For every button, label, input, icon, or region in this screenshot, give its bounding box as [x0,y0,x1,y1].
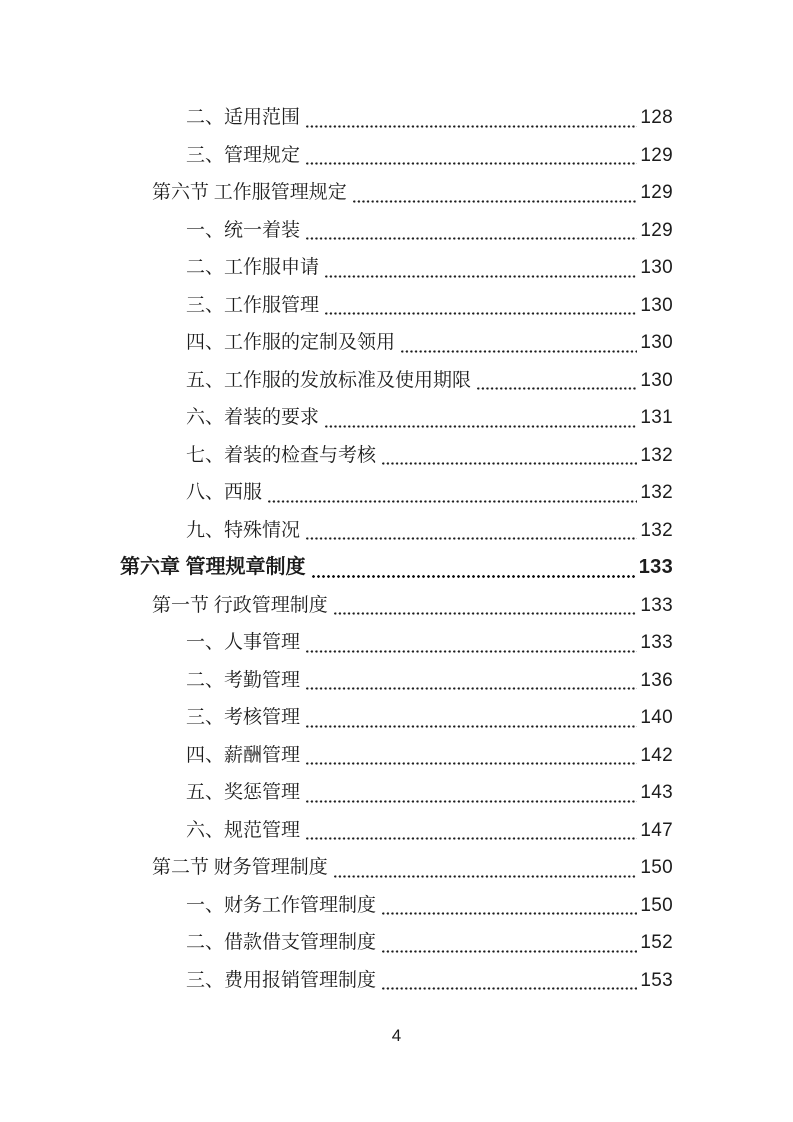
toc-entry[interactable] [120,549,673,587]
toc-leader-dots [382,462,637,465]
toc-entry[interactable] [120,587,673,625]
toc-entry-page: 129 [640,219,673,241]
toc-entry-page: 128 [640,107,673,128]
toc-entry-page: 133 [640,594,673,616]
toc-entry-page: 130 [640,294,673,316]
toc-entry-label: 三、考核管理 [186,707,301,728]
toc-entry[interactable] [120,362,673,400]
toc-entry-label: 第六章 管理规章制度 [120,556,306,578]
toc-entry-label: 一、人事管理 [186,632,301,653]
toc-entry-page: 130 [640,332,673,353]
toc-entry-page: 129 [640,144,673,166]
toc-entry-page: 130 [640,257,673,278]
toc-leader-dots [382,950,637,953]
toc-leader-dots [325,312,637,315]
toc-entry[interactable] [120,474,673,512]
toc-entry-page: 136 [640,669,673,691]
toc-entry-page: 133 [640,632,673,653]
toc-entry-label: 第一节 行政管理制度 [152,594,328,616]
toc-entry-page: 129 [640,182,673,203]
toc-entry-label: 第二节 财务管理制度 [152,857,328,878]
toc-entry-label: 八、西服 [186,482,263,503]
toc-entry[interactable] [120,137,673,175]
toc-entry[interactable] [120,437,673,475]
toc-entry[interactable] [120,849,673,887]
toc-leader-dots [306,800,637,803]
toc-leader-dots [401,350,637,353]
toc-entry-page: 143 [640,782,673,803]
toc-entry-page: 150 [640,894,673,916]
toc-entry-label: 四、薪酬管理 [186,744,301,766]
toc-entry[interactable] [120,774,673,812]
toc-entry-page: 142 [640,744,673,766]
toc-leader-dots [382,987,637,990]
toc-entry-label: 五、工作服的发放标准及使用期限 [186,369,472,391]
toc-entry[interactable] [120,962,673,1000]
toc-leader-dots [306,237,637,240]
toc-leader-dots [325,275,637,278]
toc-entry-label: 七、着装的检查与考核 [186,444,377,466]
toc-leader-dots [306,837,637,840]
toc-entry-label: 三、工作服管理 [186,294,320,316]
toc-entry-label: 三、费用报销管理制度 [186,969,377,991]
toc-entry[interactable] [120,399,673,437]
toc-leader-dots [306,650,637,653]
toc-entry[interactable] [120,287,673,325]
toc-entry-label: 六、规范管理 [186,819,301,841]
toc-entry-page: 131 [640,407,673,428]
toc-entry[interactable] [120,624,673,662]
toc-entry-page: 133 [638,556,673,578]
toc-leader-dots [306,762,637,765]
toc-entry[interactable] [120,924,673,962]
toc-entry-label: 二、考勤管理 [186,669,301,691]
toc-entry[interactable] [120,699,673,737]
toc-entry-page: 132 [640,482,673,503]
table-of-contents [120,99,673,999]
toc-leader-dots [382,912,637,915]
toc-entry[interactable] [120,99,673,137]
toc-entry-label: 一、财务工作管理制度 [186,894,377,916]
toc-entry-page: 132 [640,519,673,541]
toc-entry-page: 147 [640,819,673,841]
toc-entry-page: 130 [640,369,673,391]
footer-page-number: 4 [391,1026,402,1045]
toc-entry-label: 四、工作服的定制及领用 [186,332,396,353]
toc-entry-label: 二、适用范围 [186,107,301,128]
toc-entry-page: 140 [640,707,673,728]
toc-entry[interactable] [120,662,673,700]
toc-leader-dots [325,425,637,428]
toc-entry[interactable] [120,249,673,287]
toc-entry-page: 132 [640,444,673,466]
toc-leader-dots [312,575,636,578]
toc-entry-label: 六、着装的要求 [186,407,320,428]
toc-entry-label: 一、统一着装 [186,219,301,241]
toc-entry-page: 152 [640,932,673,953]
toc-leader-dots [334,875,638,878]
toc-entry[interactable] [120,887,673,925]
toc-entry-label: 五、奖惩管理 [186,782,301,803]
toc-leader-dots [334,612,638,615]
toc-entry-label: 二、借款借支管理制度 [186,932,377,953]
toc-leader-dots [306,162,637,165]
toc-entry-label: 九、特殊情况 [186,519,301,541]
toc-leader-dots [306,687,637,690]
toc-leader-dots [268,500,637,503]
toc-entry-label: 二、工作服申请 [186,257,320,278]
toc-leader-dots [477,387,637,390]
toc-leader-dots [306,537,637,540]
toc-entry[interactable] [120,174,673,212]
toc-leader-dots [306,125,637,128]
toc-entry-label: 三、管理规定 [186,144,301,166]
toc-entry[interactable] [120,812,673,850]
toc-entry[interactable] [120,512,673,550]
toc-entry[interactable] [120,212,673,250]
toc-leader-dots [353,200,638,203]
toc-entry[interactable] [120,324,673,362]
toc-entry-label: 第六节 工作服管理规定 [152,182,347,203]
toc-entry[interactable] [120,737,673,775]
toc-leader-dots [306,725,637,728]
toc-entry-page: 150 [640,857,673,878]
toc-entry-page: 153 [640,969,673,991]
